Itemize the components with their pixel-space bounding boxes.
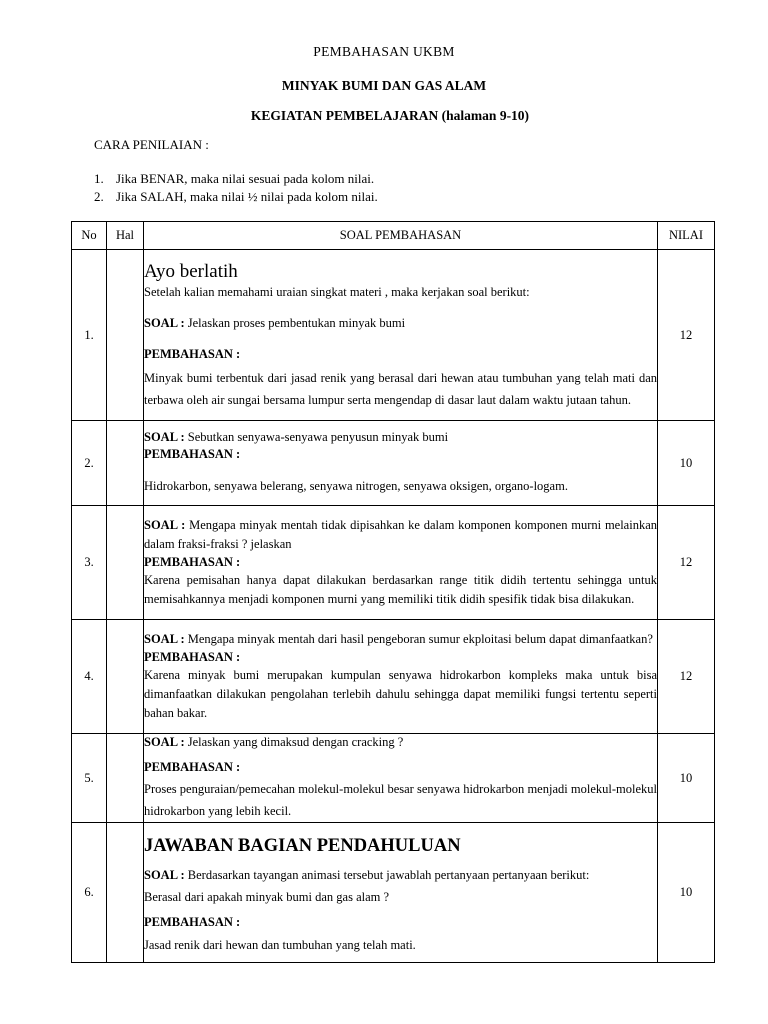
criteria-number: 1. xyxy=(94,171,104,186)
pembahasan-label: PEMBAHASAN : xyxy=(144,555,241,569)
row-content xyxy=(144,421,658,506)
answer-table xyxy=(71,221,715,963)
soal-text: Berdasarkan tayangan animasi tersebut jawablah pertanyaan pertanyaan berikut: xyxy=(187,867,590,882)
criteria-item xyxy=(94,170,378,188)
section-heading: Ayo berlatih xyxy=(144,261,238,282)
pembahasan-text: Karena pemisahan hanya dapat dilakukan berdasarkan range titik didih tertentu sehingga untuk memisahkannya menjadi komponen murni yang memiliki titik didih spesifik tidak bisa dilakukan. xyxy=(144,573,657,606)
row-score: 10 xyxy=(658,823,715,963)
row-number: 2. xyxy=(72,421,107,506)
row-content xyxy=(144,823,658,963)
row-content xyxy=(144,734,658,823)
row-content xyxy=(144,506,658,620)
pembahasan-text: Karena minyak bumi merupakan kumpulan senyawa hidrokarbon kompleks maka untuk bisa dimanfaatkan dilakukan pengolahan terlebih dahulu sehingga dapat memiliki fungsi tertentu seperti bahan bakar. xyxy=(144,668,657,720)
pembahasan-text: Jasad renik dari hewan dan tumbuhan yang telah mati. xyxy=(144,937,416,952)
row-score: 10 xyxy=(658,734,715,823)
table-header-row xyxy=(72,222,715,250)
criteria-label: CARA PENILAIAN : xyxy=(94,137,209,152)
criteria-item xyxy=(94,188,378,206)
row-hal xyxy=(107,823,144,963)
pembahasan-label: PEMBAHASAN : xyxy=(144,447,241,461)
row-score: 12 xyxy=(658,506,715,620)
row-content xyxy=(144,250,658,421)
pembahasan-label: PEMBAHASAN : xyxy=(144,914,241,929)
row-number: 4. xyxy=(72,620,107,734)
row-hal xyxy=(107,421,144,506)
table-row xyxy=(72,734,715,823)
pembahasan-text: Hidrokarbon, senyawa belerang, senyawa nitrogen, senyawa oksigen, organo-logam. xyxy=(144,479,568,493)
intro-text: Setelah kalian memahami uraian singkat materi , maka kerjakan soal berikut: xyxy=(144,285,530,299)
row-number: 6. xyxy=(72,823,107,963)
criteria-text: Jika BENAR, maka nilai sesuai pada kolom nilai. xyxy=(116,171,375,186)
soal-label: SOAL : xyxy=(144,735,185,749)
soal-text: Jelaskan yang dimaksud dengan cracking ? xyxy=(187,735,404,749)
soal-label: SOAL : xyxy=(144,867,185,882)
row-number: 3. xyxy=(72,506,107,620)
document-title: PEMBAHASAN UKBM xyxy=(313,44,455,59)
table-row xyxy=(72,620,715,734)
header-soal: SOAL PEMBAHASAN xyxy=(144,222,658,250)
header-nilai: NILAI xyxy=(658,222,715,250)
question-text: Berasal dari apakah minyak bumi dan gas alam ? xyxy=(144,889,390,904)
row-hal xyxy=(107,734,144,823)
row-number: 1. xyxy=(72,250,107,421)
table-row xyxy=(72,250,715,421)
soal-text: Sebutkan senyawa-senyawa penyusun minyak bumi xyxy=(187,430,449,444)
document-subtitle: MINYAK BUMI DAN GAS ALAM xyxy=(281,78,487,93)
pembahasan-label: PEMBAHASAN : xyxy=(144,347,241,361)
row-number: 5. xyxy=(72,734,107,823)
row-score: 10 xyxy=(658,421,715,506)
soal-label: SOAL : xyxy=(144,632,185,646)
soal-text: Mengapa minyak mentah tidak dipisahkan ke dalam komponen komponen murni melainkan dalam fraksi-fraksi ? jelaskan xyxy=(144,518,658,551)
row-hal xyxy=(107,250,144,421)
section-heading: JAWABAN BAGIAN PENDAHULUAN xyxy=(144,835,461,856)
criteria-text: Jika SALAH, maka nilai ½ nilai pada kolom nilai. xyxy=(116,189,378,204)
criteria-number: 2. xyxy=(94,189,104,204)
soal-text: Mengapa minyak mentah dari hasil pengeboran sumur ekploitasi belum dapat dimanfaatkan? xyxy=(187,632,653,646)
header-no: No xyxy=(72,222,107,250)
row-hal xyxy=(107,620,144,734)
pembahasan-text: Minyak bumi terbentuk dari jasad renik yang berasal dari hewan atau tumbuhan yang telah mati dan terbawa oleh air sungai bersama lumpur serta mengendap di dasar laut dalam waktu jutaan tahun. xyxy=(144,371,657,407)
pembahasan-label: PEMBAHASAN : xyxy=(144,760,241,774)
soal-label: SOAL : xyxy=(144,430,185,444)
soal-label: SOAL : xyxy=(144,518,186,532)
table-row xyxy=(72,421,715,506)
activity-title: KEGIATAN PEMBELAJARAN (halaman 9-10) xyxy=(250,108,530,123)
row-score: 12 xyxy=(658,620,715,734)
soal-label: SOAL : xyxy=(144,316,185,330)
row-hal xyxy=(107,506,144,620)
pembahasan-text: Proses penguraian/pemecahan molekul-molekul besar senyawa hidrokarbon menjadi molekul-molekul hidrokarbon yang lebih kecil. xyxy=(144,782,657,818)
table-row xyxy=(72,506,715,620)
table-row xyxy=(72,823,715,963)
criteria-list xyxy=(94,170,378,206)
header-hal: Hal xyxy=(107,222,144,250)
soal-text: Jelaskan proses pembentukan minyak bumi xyxy=(187,316,406,330)
row-content xyxy=(144,620,658,734)
row-score: 12 xyxy=(658,250,715,421)
pembahasan-label: PEMBAHASAN : xyxy=(144,650,241,664)
